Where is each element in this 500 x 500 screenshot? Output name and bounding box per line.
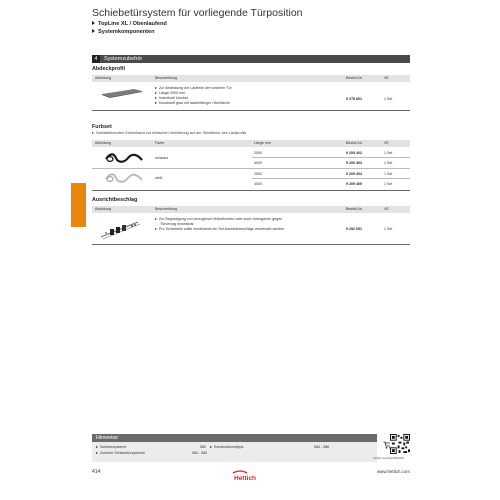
- website-link[interactable]: www.hettich.com: [377, 469, 410, 474]
- fuhrset-order-number: 9 209 403: [346, 161, 362, 165]
- section-number: 4: [92, 55, 100, 63]
- triangle-icon: [92, 21, 95, 25]
- chapter-side-tab: [71, 183, 86, 227]
- triangle-icon: [92, 29, 95, 33]
- abdeckprofil-ve: 1 Set: [384, 97, 393, 101]
- hinweise-pages: 584 - 586: [314, 445, 330, 449]
- hettich-logo: [231, 468, 269, 486]
- hinweise-box: [92, 434, 377, 462]
- abdeckprofil-bullet: Länge 2000 mm: [155, 91, 185, 95]
- fuhrset-ve: 1 Set: [384, 182, 393, 186]
- fuhrset-white-tape-image: [104, 171, 144, 185]
- qr-caption: Hettich.com/shop/9209403: [373, 457, 404, 460]
- triangle-icon: [155, 87, 157, 89]
- abdeckprofil-image: [100, 88, 144, 98]
- divider: [252, 157, 410, 158]
- abdeckprofil-bullet: Zur Abdeckung der Laufteile der vorderen Tür: [155, 86, 232, 90]
- abdeckprofil-heading: Abdeckprofil: [92, 66, 125, 72]
- hinweise-link[interactable]: Schiebesysteme: [96, 445, 126, 449]
- triangle-icon: [155, 92, 157, 94]
- fuhrset-order-number: 9 209 404: [346, 172, 362, 176]
- triangle-icon: [210, 446, 212, 448]
- nav-item-topline[interactable]: TopLine XL / Obenlaufend: [92, 21, 167, 27]
- svg-text:Hettich: Hettich: [234, 475, 257, 481]
- hinweise-pages: 583 - 583: [192, 451, 208, 455]
- hinweise-link[interactable]: Konstruktionstipps: [210, 445, 243, 449]
- abdeckprofil-table-header: Abbildung Beschreibung Bestell-Nr. VE: [92, 75, 410, 82]
- triangle-icon: [155, 228, 157, 230]
- ausrichtbeschlag-heading: Ausrichtbeschlag: [92, 197, 138, 203]
- section-header: [92, 55, 410, 63]
- page-number: 414: [92, 469, 101, 475]
- ausrichtbeschlag-bullet: Zur Begradigung von verzogenen Möbelfronten oder auch verbogenen gegen: [155, 217, 282, 221]
- divider: [252, 178, 410, 179]
- triangle-icon: [155, 218, 157, 220]
- fuhrset-order-number: 9 209 402: [346, 151, 362, 155]
- fuhrset-heading: Furbset: [92, 124, 112, 130]
- triangle-icon: [96, 452, 98, 454]
- ausrichtbeschlag-bullet: Pro Schiebetür sollte mindestens ein Set Ausrichtbeschläge verwendet werden: [155, 227, 284, 231]
- fuhrset-color: schwarz: [155, 156, 169, 160]
- fuhrset-length: 2500: [254, 151, 262, 155]
- nav-item-systemkomponenten[interactable]: Systemkomponenten: [92, 29, 155, 35]
- page-title: Schiebetürsystem für vorliegende Türposition: [92, 7, 303, 19]
- triangle-icon: [96, 446, 98, 448]
- triangle-icon: [155, 97, 157, 99]
- divider: [92, 244, 410, 245]
- fuhrset-length: 4000: [254, 161, 262, 165]
- ausrichtbeschlag-image: [98, 217, 144, 241]
- ausrichtbeschlag-ve: 1 Set: [384, 227, 393, 231]
- ausrichtbeschlag-order-number: 9 252 651: [346, 227, 362, 231]
- fuhrset-length: 4000: [254, 182, 262, 186]
- divider: [92, 190, 410, 191]
- fuhrset-length: 2500: [254, 172, 262, 176]
- triangle-icon: [155, 102, 157, 104]
- section-label: Systemzubehör: [104, 56, 143, 62]
- ausrichtbeschlag-bullet-continued: Türverzug einsetzbar: [160, 222, 194, 226]
- fuhrset-table-header: Abbildung Farbe Länge mm Bestell-Nr. VE: [92, 140, 410, 147]
- abdeckprofil-bullet: Kunststoff grau mit lackierfähiger Oberfläche: [155, 101, 230, 105]
- hinweise-heading: Hinweise: [92, 434, 377, 442]
- fuhrset-order-number: 9 209 405: [346, 182, 362, 186]
- fuhrset-note: Selbstklebendes Geleerband zur einfachen Verklebung auf der Stirnfläche des Laufprofils: [92, 131, 246, 135]
- hinweise-pages: 580: [200, 445, 206, 449]
- triangle-icon: [92, 132, 94, 134]
- fuhrset-color: weiß: [155, 176, 163, 180]
- abdeckprofil-order-number: 9 278 801: [346, 97, 362, 101]
- fuhrset-ve: 1 Set: [384, 172, 393, 176]
- divider: [92, 168, 410, 169]
- fuhrset-black-tape-image: [104, 151, 144, 165]
- qr-code[interactable]: [390, 434, 410, 454]
- ausrichtbeschlag-table-header: Abbildung Beschreibung Bestell-Nr. VE: [92, 206, 410, 213]
- abdeckprofil-bullet: Individuell kürzbar: [155, 96, 188, 100]
- hinweise-link[interactable]: Zubehör Schiebetürsysteme: [96, 451, 145, 455]
- fuhrset-ve: 1 Set: [384, 151, 393, 155]
- divider: [92, 110, 410, 111]
- fuhrset-ve: 1 Set: [384, 161, 393, 165]
